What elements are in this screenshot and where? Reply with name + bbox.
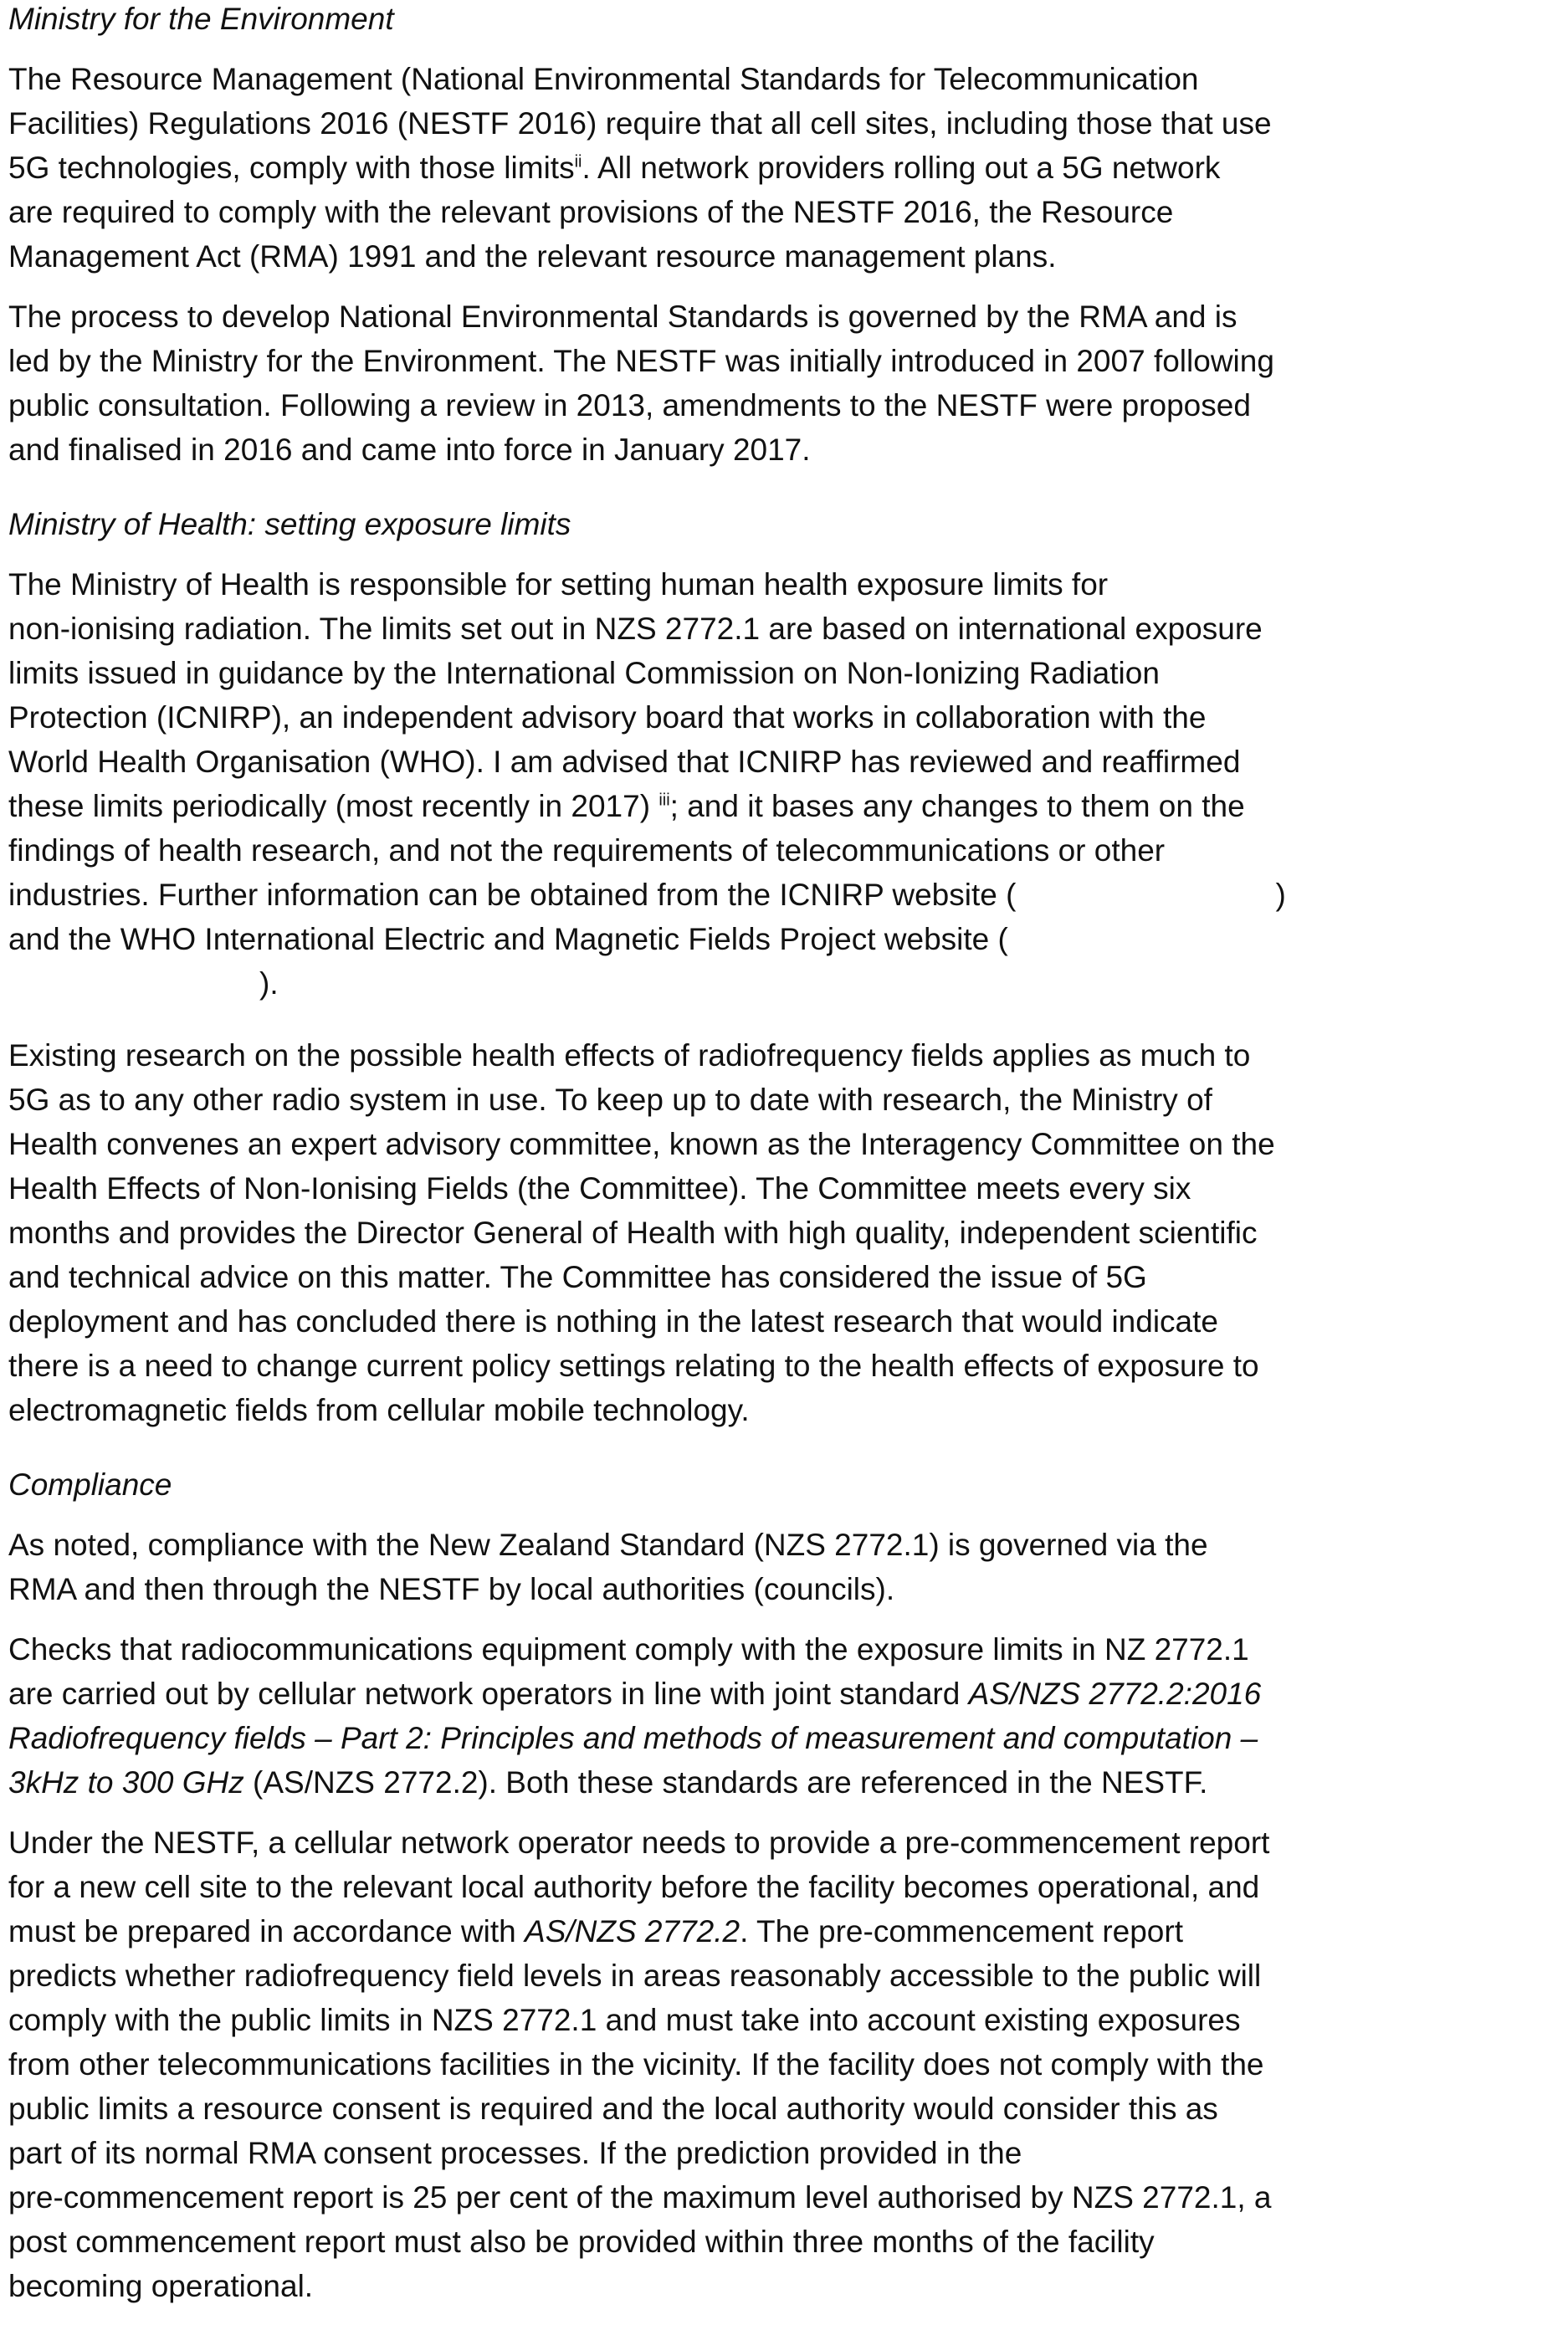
paragraph-nestf-overview <box>8 57 1566 279</box>
text-fragment: . All network providers rolling out a 5G network <box>582 151 1221 185</box>
text-fragment: (AS/NZS 2772.2). Both these standards are referenced in the NESTF. <box>243 1765 1208 1800</box>
document-page <box>8 0 1566 2308</box>
text-line: months and provides the Director General of Health with high quality, independent scientific <box>8 1216 1258 1250</box>
text-line: As noted, compliance with the New Zealand Standard (NZS 2772.1) is governed via the <box>8 1528 1208 1562</box>
text-line: RMA and then through the NESTF by local authorities (councils). <box>8 1572 895 1606</box>
text-line: led by the Ministry for the Environment. The NESTF was initially introduced in 2007 following <box>8 344 1274 378</box>
text-line: The process to develop National Environmental Standards is governed by the RMA and is <box>8 300 1237 334</box>
section-heading-compliance: Compliance <box>8 1467 172 1502</box>
section-heading-health: Ministry of Health: setting exposure limits <box>8 507 571 541</box>
text-line: predicts whether radiofrequency field levels in areas reasonably accessible to the public will <box>8 1959 1262 1993</box>
text-line: The Resource Management (National Environmental Standards for Telecommunication <box>8 62 1199 96</box>
text-fragment: industries. Further information can be obtained from the ICNIRP website ( <box>8 878 1017 912</box>
text-line: post commencement report must also be provided within three months of the facility <box>8 2225 1155 2259</box>
text-line: becoming operational. <box>8 2269 314 2303</box>
text-fragment: are carried out by cellular network operators in line with joint standard <box>8 1677 969 1711</box>
footnote-marker: iii <box>658 791 670 810</box>
text-line: The Ministry of Health is responsible for setting human health exposure limits for <box>8 567 1109 602</box>
text-line <box>8 961 1566 1006</box>
section-heading-environment: Ministry for the Environment <box>8 2 394 36</box>
text-fragment: 5G technologies, comply with those limits <box>8 151 575 185</box>
text-line: from other telecommunications facilities in the vicinity. If the facility does not comply with the <box>8 2047 1264 2082</box>
text-line: comply with the public limits in NZS 2772.1 and must take into account existing exposures <box>8 2003 1241 2037</box>
text-line: Facilities) Regulations 2016 (NESTF 2016) require that all cell sites, including those that use <box>8 106 1272 141</box>
text-line: Management Act (RMA) 1991 and the relevant resource management plans. <box>8 239 1057 274</box>
paragraph-nes-process <box>8 294 1566 472</box>
footnote-marker: ii <box>574 152 582 172</box>
text-line: and technical advice on this matter. The Committee has considered the issue of 5G <box>8 1260 1147 1294</box>
text-line: findings of health research, and not the requirements of telecommunications or other <box>8 833 1166 868</box>
text-line: for a new cell site to the relevant local authority before the facility becomes operational, and <box>8 1870 1260 1904</box>
text-line <box>8 1760 1566 1805</box>
text-line: Checks that radiocommunications equipment comply with the exposure limits in NZ 2772.1 <box>8 1632 1249 1667</box>
paragraph-pre-commencement <box>8 1820 1566 2308</box>
text-line: and the WHO International Electric and Magnetic Fields Project website ( <box>8 922 1008 956</box>
text-line <box>8 784 1566 828</box>
text-line <box>8 873 1566 917</box>
text-fragment: ; and it bases any changes to them on the <box>669 789 1245 823</box>
standard-title: 3kHz to 300 GHz <box>8 1765 244 1800</box>
text-line: Under the NESTF, a cellular network operator needs to provide a pre-commencement report <box>8 1826 1270 1860</box>
text-line: public consultation. Following a review in 2013, amendments to the NESTF were proposed <box>8 388 1251 422</box>
text-line: there is a need to change current policy settings relating to the health effects of exposure to <box>8 1349 1259 1383</box>
text-line: pre-commencement report is 25 per cent of the maximum level authorised by NZS 2772.1, a <box>8 2180 1272 2215</box>
text-line: Health convenes an expert advisory committee, known as the Interagency Committee on the <box>8 1127 1275 1161</box>
text-line: Radiofrequency fields – Part 2: Principles and methods of measurement and computation – <box>8 1721 1258 1755</box>
text-line: Health Effects of Non-Ionising Fields (the Committee). The Committee meets every six <box>8 1171 1191 1206</box>
text-line: public limits a resource consent is required and the local authority would consider this as <box>8 2092 1218 2126</box>
paragraph-research-committee <box>8 1033 1566 1432</box>
text-line <box>8 146 1566 190</box>
text-fragment: ) <box>1275 878 1286 912</box>
text-fragment: ). <box>259 966 279 1001</box>
text-line: deployment and has concluded there is nothing in the latest research that would indicate <box>8 1304 1218 1339</box>
text-line: part of its normal RMA consent processes. If the prediction provided in the <box>8 2136 1022 2170</box>
text-fragment: . The pre-commencement report <box>740 1914 1183 1948</box>
standard-title: AS/NZS 2772.2:2016 <box>968 1677 1262 1711</box>
text-line: and finalised in 2016 and came into force in January 2017. <box>8 433 811 467</box>
text-line: Existing research on the possible health effects of radiofrequency fields applies as much to <box>8 1038 1251 1073</box>
paragraph-compliance-governance <box>8 1523 1566 1611</box>
text-fragment: these limits periodically (most recently in 2017) <box>8 789 651 823</box>
text-line: World Health Organisation (WHO). I am advised that ICNIRP has reviewed and reaffirmed <box>8 745 1241 779</box>
text-line <box>8 1909 1566 1954</box>
paragraph-exposure-limits <box>8 562 1566 1006</box>
text-line: Protection (ICNIRP), an independent advisory board that works in collaboration with the <box>8 700 1207 735</box>
text-line: 5G as to any other radio system in use. To keep up to date with research, the Ministry of <box>8 1083 1212 1117</box>
text-line: electromagnetic fields from cellular mobile technology. <box>8 1393 750 1427</box>
standard-title: AS/NZS 2772.2 <box>525 1914 740 1948</box>
text-line: limits issued in guidance by the International Commission on Non-Ionizing Radiation <box>8 656 1160 690</box>
text-line <box>8 1672 1566 1716</box>
text-line: are required to comply with the relevant provisions of the NESTF 2016, the Resource <box>8 195 1174 229</box>
text-fragment: must be prepared in accordance with <box>8 1914 525 1948</box>
text-line: non-ionising radiation. The limits set out in NZS 2772.1 are based on international exposure <box>8 612 1263 646</box>
paragraph-equipment-checks <box>8 1627 1566 1805</box>
